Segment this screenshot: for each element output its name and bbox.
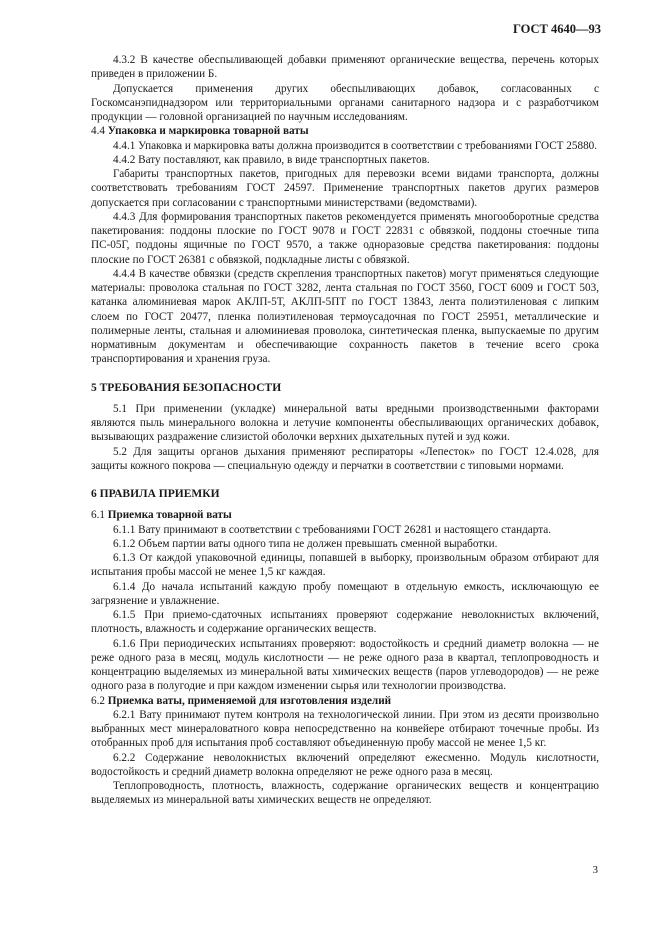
subsection-6-2-heading	[91, 694, 599, 708]
page-body	[91, 53, 599, 808]
subsection-title: Приемка ваты, применяемой для изготовления изделий	[107, 694, 392, 707]
page-number: 3	[592, 864, 598, 876]
paragraph-4-3-2: 4.3.2 В качестве обеспыливающей добавки применяют органические вещества, перечень которых приведен в приложении Б.	[91, 54, 599, 81]
subsection-number: 6.2	[91, 694, 105, 707]
paragraph-6-2-2: 6.2.2 Содержание неволокнистых включений определяют ежесменно. Модуль кислотности, водостойкость и средний диаметр волокна определяют не реже одного раза в месяц.	[91, 751, 599, 778]
paragraph-4-4-4: 4.4.4 В качестве обвязки (средств скрепления транспортных пакетов) могут применяться следующие материалы: проволока стальная по ГОСТ 3282, лента стальная по ГОСТ 3560, ГОСТ 6009 и ГОСТ 503, катанка алюминиевая марок АКЛП-5Т, АКЛП-5ПТ по ГОСТ 13843, лента полиэтиленовая с липким слоем по ГОСТ 20477, пленка полиэтиленовая термоусадочная по ГОСТ 25951, металлические и полимерные ленты, стальная и алюминиевая проволока, синтетическая пленка, выпускаемые по другим нормативным документам и обеспечивающие сохранность пакетов в течение всего срока транспортирования и хранения груза.	[91, 267, 599, 366]
paragraph-4-4-2: 4.4.2 Вату поставляют, как правило, в виде транспортных пакетов.	[113, 153, 430, 166]
section-5-heading: 5 ТРЕБОВАНИЯ БЕЗОПАСНОСТИ	[91, 381, 282, 394]
doc-code-header: ГОСТ 4640—93	[512, 22, 601, 36]
paragraph-6-1-2: 6.1.2 Объем партии ваты одного типа не должен превышать сменной выработки.	[113, 537, 498, 550]
paragraph-dimensions: Габариты транспортных пакетов, пригодных для перевозки всеми видами транспорта, должны соответствовать требованиям ГОСТ 24597. Применение транспортных пакетов других размеров допускается при согласовании с транспортными министерствами (ведомствами).	[91, 168, 599, 209]
subsection-title: Упаковка и маркировка товарной ваты	[107, 125, 309, 138]
subsection-number: 6.1	[91, 509, 105, 522]
paragraph-4-4-3: 4.4.3 Для формирования транспортных пакетов рекомендуется применять многооборотные средства пакетирования: поддоны плоские по ГОСТ 9078 и ГОСТ 22831 с обвязкой, поддоны стоечные типа ПС-05Г, поддоны ящичные по ГОСТ 9570, а также одноразовые средства пакетирования: поддоны плоские по ГОСТ 26381 с обвязкой, подкладные листы с обвязкой.	[91, 210, 599, 266]
subsection-6-1-heading	[91, 508, 599, 522]
subsection-4-4-heading	[91, 124, 599, 138]
paragraph-not-determined: Теплопроводность, плотность, влажность, содержание органических веществ и концентрацию выделяемых из минеральной ваты химических веществ не определяют.	[91, 780, 599, 807]
paragraph-5-1: 5.1 При применении (укладке) минеральной ваты вредными производственными факторами являются пыль минерального волокна и летучие компоненты обеспыливающих органических добавок, вызывающих раздражение слизистой оболочки верхних дыхательных путей и зуд кожи.	[91, 402, 599, 444]
paragraph-6-1-4: 6.1.4 До начала испытаний каждую пробу помещают в отдельную емкость, исключающую ее загрязнение и увлажнение.	[91, 580, 599, 607]
subsection-number: 4.4	[91, 125, 105, 138]
section-6-heading: 6 ПРАВИЛА ПРИЕМКИ	[91, 488, 220, 500]
paragraph-4-4-1: 4.4.1 Упаковка и маркировка ваты должна производится в соответствии с требованиями ГОСТ 25880.	[113, 139, 598, 152]
paragraph-6-1-3: 6.1.3 От каждой упаковочной единицы, попавшей в выборку, произвольным образом отбирают для испытания пробы массой не менее 1,5 кг каждая.	[91, 552, 599, 579]
paragraph-6-1-1: 6.1.1 Вату принимают в соответствии с требованиями ГОСТ 26281 и настоящего стандарта.	[113, 523, 552, 536]
paragraph-other-additives: Допускается применения других обеспыливающих добавок, согласованных с Госкомсанэпиднадзором или территориальными органами санитарного надзора и с разработчиком продукции — головной организацией по научным исследованиям.	[91, 82, 599, 123]
subsection-title: Приемка товарной ваты	[107, 509, 232, 522]
paragraph-5-2: 5.2 Для защиты органов дыхания применяют респираторы «Лепесток» по ГОСТ 12.4.028, для защиты кожного покрова — специальную одежду и перчатки в соответствии с типовыми нормами.	[91, 445, 599, 472]
paragraph-6-1-5: 6.1.5 При приемо-сдаточных испытаниях проверяют содержание неволокнистых включений, плотность, влажность и содержание органических веществ.	[91, 609, 599, 636]
paragraph-6-1-6: 6.1.6 При периодических испытаниях проверяют: водостойкость и средний диаметр волокна — не реже одного раза в месяц, модуль кислотности — не реже одного раза в квартал, теплопроводность и концентрацию выделяемых из минеральной ваты химических веществ (паров углеводородов) — не реже одного раза в полугодие и при каждом изменении сырья или технологии производства.	[91, 637, 599, 693]
paragraph-6-2-1: 6.2.1 Вату принимают путем контроля на технологической линии. При этом из десяти произвольно выбранных мест минераловатного ковра непосредственно на конвейере отбирают точечные пробы. Из отобранных проб для испытания проб составляют объединенную пробу массой не менее 1,5 кг.	[91, 708, 599, 750]
